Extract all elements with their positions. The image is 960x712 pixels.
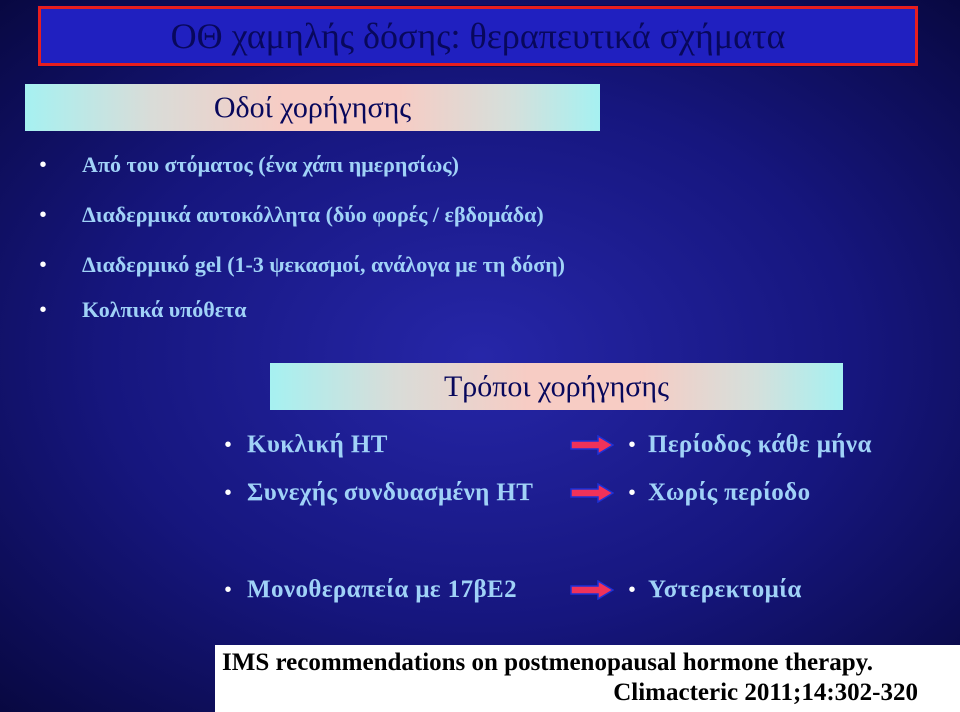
bullet-icon: • [224,482,232,504]
route-item-patch [36,200,736,230]
regimen-row-continuous [0,477,960,509]
bullet-icon: • [224,434,232,456]
slide-title-box [38,6,918,66]
right-arrow-icon [570,580,614,600]
route-item-vaginal [36,295,736,325]
route-item-gel [36,250,736,280]
routes-heading-box [25,84,600,131]
bullet-icon: • [628,579,636,601]
bullet-icon: • [628,434,636,456]
slide-title: ΟΘ χαμηλής δόσης: θεραπευτικά σχήματα [170,16,786,56]
regimen-outcome: Υστερεκτομία [648,576,802,603]
route-item-text: Από του στόματος (ένα χάπι ημερησίως) [82,152,459,177]
citation-source: IMS recommendations on postmenopausal hormone therapy. [222,649,873,676]
route-item-oral [36,150,736,180]
route-item-text: Διαδερμικό gel (1-3 ψεκασμοί, ανάλογα με τη δόση) [82,252,566,277]
regimens-heading: Τρόποι χορήγησης [443,369,669,403]
right-arrow-icon [570,483,614,503]
bullet-icon: • [39,299,47,321]
bullet-icon: • [628,482,636,504]
route-item-text: Κολπικά υπόθετα [82,297,247,322]
right-arrow-icon [570,435,614,455]
regimen-row-cyclic [0,429,960,461]
regimen-label: Συνεχής συνδυασμένη ΗΤ [247,479,534,506]
regimen-label: Μονοθεραπεία με 17βΕ2 [247,576,518,603]
route-item-text: Διαδερμικά αυτοκόλλητα (δύο φορές / εβδομάδα) [82,202,544,227]
regimen-outcome: Χωρίς περίοδο [648,479,811,506]
regimen-label: Κυκλική ΗΤ [247,431,388,458]
routes-heading: Οδοί χορήγησης [213,90,412,124]
citation-box [215,645,960,712]
regimens-heading-box [270,363,843,410]
bullet-icon: • [224,579,232,601]
citation-journal: Climacteric 2011;14:302-320 [613,679,918,706]
regimen-outcome: Περίοδος κάθε μήνα [648,431,872,458]
regimen-row-monotherapy [0,574,960,606]
bullet-icon: • [39,154,47,176]
bullet-icon: • [39,204,47,226]
bullet-icon: • [39,254,47,276]
